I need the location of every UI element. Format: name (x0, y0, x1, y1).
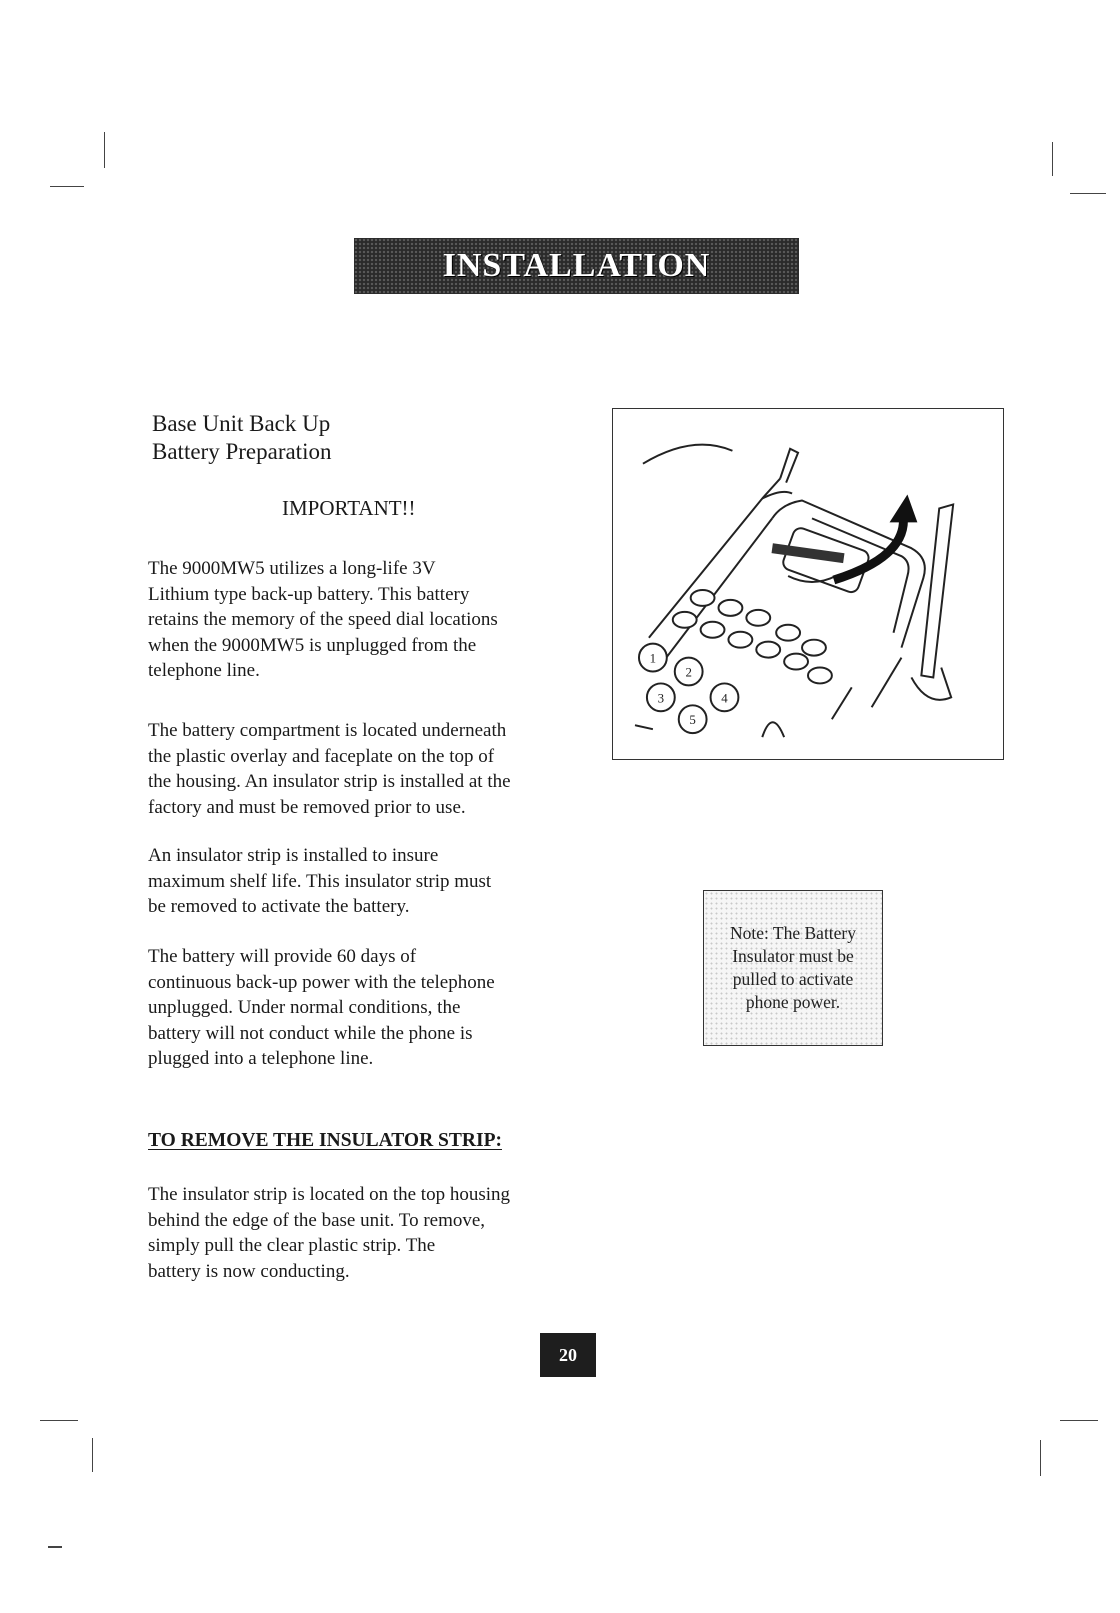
text-line: maximum shelf life. This insulator strip must (148, 870, 492, 892)
scan-mark (1060, 1420, 1098, 1421)
scan-mark (40, 1420, 78, 1421)
text-line: when the 9000MW5 is unplugged from the (148, 634, 477, 656)
key-label: 1 (649, 650, 657, 666)
scan-mark (1070, 193, 1106, 194)
arrow-head-icon (890, 495, 918, 523)
text-line: The battery compartment is located underneath (148, 720, 507, 741)
cord-line (643, 445, 732, 464)
paragraph-battery-type (148, 556, 588, 684)
text-line: retains the memory of the speed dial locations (148, 609, 498, 630)
section-heading (152, 410, 331, 466)
text-line: The 9000MW5 utilizes a long-life 3V (148, 558, 436, 579)
text-line: the housing. An insulator strip is installed at the (148, 771, 511, 792)
key-label: 5 (689, 712, 696, 728)
text-line: simply pull the clear plastic strip. The (148, 1235, 436, 1256)
antenna (921, 504, 953, 677)
page-number: 20 (540, 1333, 596, 1377)
text-line: be removed to activate the battery. (148, 896, 410, 917)
important-label: IMPORTANT!! (282, 496, 416, 520)
text-line: behind the edge of the base unit. To remove, (148, 1209, 486, 1231)
text-line: the plastic overlay and faceplate on the top of (148, 745, 495, 767)
text-line: An insulator strip is installed to insure (148, 845, 439, 866)
scan-mark (92, 1438, 93, 1472)
section-banner (354, 238, 799, 294)
scan-mark (48, 1546, 62, 1548)
note-line: Note: The Battery (729, 923, 857, 943)
heading-line: Base Unit Back Up (152, 411, 331, 436)
text-line: plugged into a telephone line. (148, 1048, 374, 1069)
heading-line: Battery Preparation (152, 439, 332, 464)
scan-mark (1052, 142, 1053, 176)
text-line: battery will not conduct while the phone is (148, 1022, 473, 1044)
text-line: battery is now conducting. (148, 1260, 350, 1282)
text-line: factory and must be removed prior to use. (148, 796, 466, 818)
scan-mark (50, 186, 84, 187)
note-line: phone power. (745, 992, 841, 1012)
key-label: 4 (721, 690, 728, 706)
scan-mark (104, 132, 105, 168)
note-line: pulled to activate (732, 969, 854, 989)
insulator-strip (772, 548, 844, 558)
text-line: telephone line. (148, 660, 260, 681)
page-title: INSTALLATION (442, 247, 711, 284)
note-box (703, 890, 883, 1046)
text-line: unplugged. Under normal conditions, the (148, 997, 461, 1018)
removal-heading: TO REMOVE THE INSULATOR STRIP: (148, 1130, 502, 1151)
paragraph-battery-location (148, 718, 588, 820)
antenna-stub (780, 449, 798, 483)
scan-mark (1040, 1440, 1041, 1476)
key-label: 2 (685, 664, 692, 680)
base-unit-illustration (612, 408, 1004, 760)
note-line: Insulator must be (732, 946, 854, 966)
paragraph-removal-steps (148, 1182, 588, 1284)
paragraph-insulator-strip (148, 843, 588, 920)
text-line: Lithium type back-up battery. This battery (148, 583, 470, 605)
text-line: The insulator strip is located on the top housing (148, 1184, 511, 1205)
text-line: The battery will provide 60 days of (148, 946, 417, 967)
key-label: 3 (657, 690, 665, 706)
text-line: continuous back-up power with the telephone (148, 971, 495, 993)
paragraph-backup-duration (148, 944, 588, 1072)
phone-drawing (613, 409, 1003, 759)
